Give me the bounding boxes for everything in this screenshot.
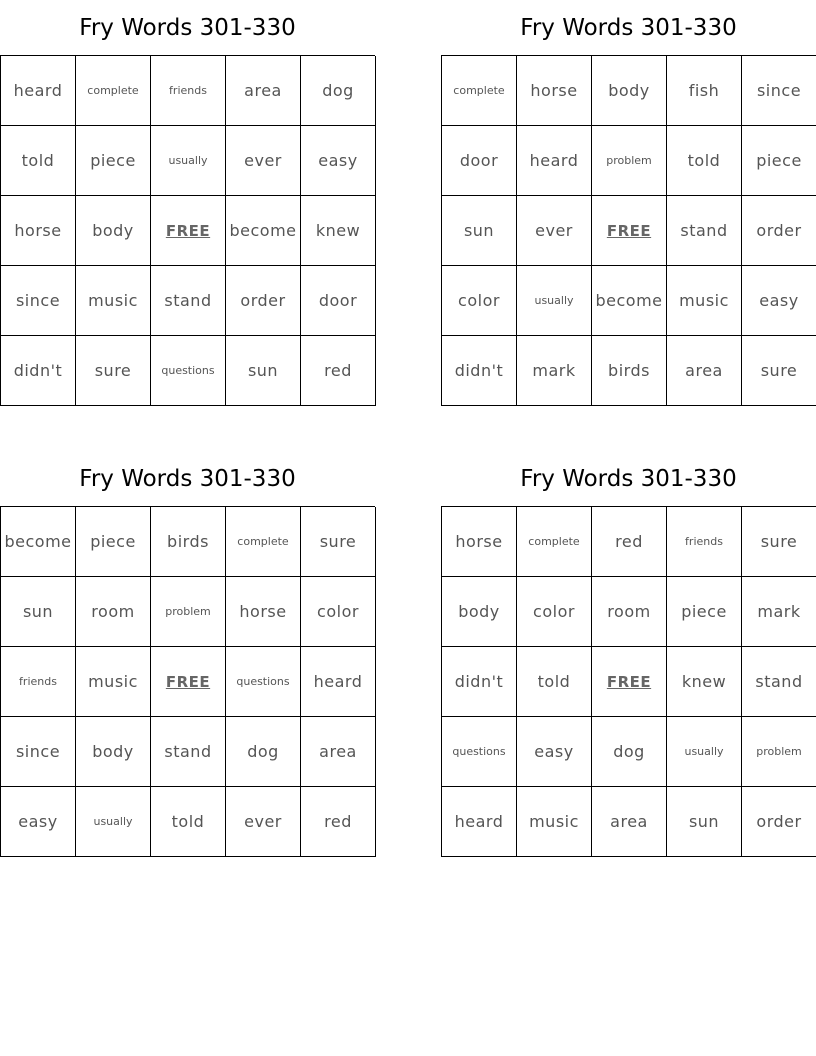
bingo-cell: sun — [667, 787, 742, 857]
bingo-cell: body — [76, 196, 151, 266]
bingo-cell: room — [592, 577, 667, 647]
bingo-grid — [0, 55, 375, 406]
bingo-cell: easy — [301, 126, 376, 196]
bingo-cell: usually — [667, 717, 742, 787]
free-space-cell: FREE — [151, 196, 226, 266]
bingo-cell: didn't — [1, 336, 76, 406]
bingo-cell: piece — [76, 126, 151, 196]
bingo-cell: stand — [742, 647, 816, 717]
bingo-cell: since — [1, 266, 76, 336]
bingo-cell: ever — [517, 196, 592, 266]
bingo-cell: fish — [667, 56, 742, 126]
bingo-cell: door — [442, 126, 517, 196]
bingo-cell: mark — [517, 336, 592, 406]
bingo-cell: become — [1, 507, 76, 577]
bingo-cell: knew — [667, 647, 742, 717]
bingo-cell: heard — [1, 56, 76, 126]
card-title: Fry Words 301-330 — [520, 15, 737, 41]
bingo-cell: complete — [226, 507, 301, 577]
bingo-cell: color — [517, 577, 592, 647]
bingo-cell: music — [667, 266, 742, 336]
bingo-card-3 — [0, 461, 375, 857]
bingo-card-1 — [0, 10, 375, 406]
bingo-cell: problem — [592, 126, 667, 196]
bingo-cell: sure — [301, 507, 376, 577]
bingo-cell: sure — [76, 336, 151, 406]
card-title: Fry Words 301-330 — [79, 15, 296, 41]
bingo-cell: room — [76, 577, 151, 647]
bingo-cell: friends — [151, 56, 226, 126]
bingo-cell: horse — [226, 577, 301, 647]
bingo-cell: door — [301, 266, 376, 336]
bingo-cell: color — [301, 577, 376, 647]
bingo-cell: sure — [742, 336, 816, 406]
bingo-cell: music — [517, 787, 592, 857]
bingo-card-4 — [441, 461, 816, 857]
bingo-grid — [441, 55, 816, 406]
bingo-cell: since — [1, 717, 76, 787]
bingo-cell: easy — [1, 787, 76, 857]
bingo-cell: order — [226, 266, 301, 336]
bingo-cell: red — [592, 507, 667, 577]
bingo-cell: told — [667, 126, 742, 196]
bingo-cell: horse — [442, 507, 517, 577]
bingo-cell: problem — [151, 577, 226, 647]
bingo-cell: friends — [1, 647, 76, 717]
bingo-cell: area — [301, 717, 376, 787]
bingo-cell: didn't — [442, 647, 517, 717]
bingo-cell: body — [442, 577, 517, 647]
bingo-cell: color — [442, 266, 517, 336]
free-space-cell: FREE — [592, 196, 667, 266]
bingo-cell: complete — [517, 507, 592, 577]
bingo-cell: questions — [442, 717, 517, 787]
card-title: Fry Words 301-330 — [79, 466, 296, 492]
bingo-cell: red — [301, 336, 376, 406]
bingo-cell: friends — [667, 507, 742, 577]
bingo-cell: piece — [76, 507, 151, 577]
bingo-cell: told — [517, 647, 592, 717]
bingo-cell: music — [76, 647, 151, 717]
bingo-cell: easy — [742, 266, 816, 336]
bingo-cell: red — [301, 787, 376, 857]
bingo-cell: horse — [517, 56, 592, 126]
bingo-cell: music — [76, 266, 151, 336]
bingo-cell: complete — [442, 56, 517, 126]
bingo-cell: mark — [742, 577, 816, 647]
bingo-cell: birds — [592, 336, 667, 406]
bingo-grid — [441, 506, 816, 857]
bingo-cell: didn't — [442, 336, 517, 406]
bingo-cell: sure — [742, 507, 816, 577]
bingo-cell: easy — [517, 717, 592, 787]
bingo-cell: heard — [517, 126, 592, 196]
bingo-cell: heard — [442, 787, 517, 857]
bingo-cell: questions — [226, 647, 301, 717]
bingo-cell: become — [226, 196, 301, 266]
bingo-cell: complete — [76, 56, 151, 126]
bingo-cell: birds — [151, 507, 226, 577]
bingo-cell: horse — [1, 196, 76, 266]
bingo-cell: problem — [742, 717, 816, 787]
bingo-cell: area — [592, 787, 667, 857]
bingo-cell: since — [742, 56, 816, 126]
bingo-cell: told — [151, 787, 226, 857]
bingo-cell: dog — [301, 56, 376, 126]
bingo-cell: body — [76, 717, 151, 787]
bingo-cell: order — [742, 196, 816, 266]
bingo-cell: usually — [517, 266, 592, 336]
bingo-grid — [0, 506, 375, 857]
bingo-cell: questions — [151, 336, 226, 406]
bingo-cell: piece — [742, 126, 816, 196]
bingo-cell: told — [1, 126, 76, 196]
bingo-cell: usually — [76, 787, 151, 857]
bingo-cell: sun — [226, 336, 301, 406]
bingo-cell: dog — [226, 717, 301, 787]
bingo-cell: sun — [442, 196, 517, 266]
bingo-cell: usually — [151, 126, 226, 196]
bingo-cell: piece — [667, 577, 742, 647]
bingo-cell: area — [667, 336, 742, 406]
bingo-cell: heard — [301, 647, 376, 717]
bingo-cell: stand — [151, 266, 226, 336]
bingo-cell: dog — [592, 717, 667, 787]
bingo-cell: ever — [226, 126, 301, 196]
bingo-card-2 — [441, 10, 816, 406]
free-space-cell: FREE — [151, 647, 226, 717]
bingo-cell: order — [742, 787, 816, 857]
free-space-cell: FREE — [592, 647, 667, 717]
card-title: Fry Words 301-330 — [520, 466, 737, 492]
bingo-cell: become — [592, 266, 667, 336]
bingo-cell: stand — [151, 717, 226, 787]
bingo-cell: body — [592, 56, 667, 126]
bingo-cell: sun — [1, 577, 76, 647]
bingo-cell: stand — [667, 196, 742, 266]
bingo-cell: knew — [301, 196, 376, 266]
bingo-cell: area — [226, 56, 301, 126]
bingo-cell: ever — [226, 787, 301, 857]
